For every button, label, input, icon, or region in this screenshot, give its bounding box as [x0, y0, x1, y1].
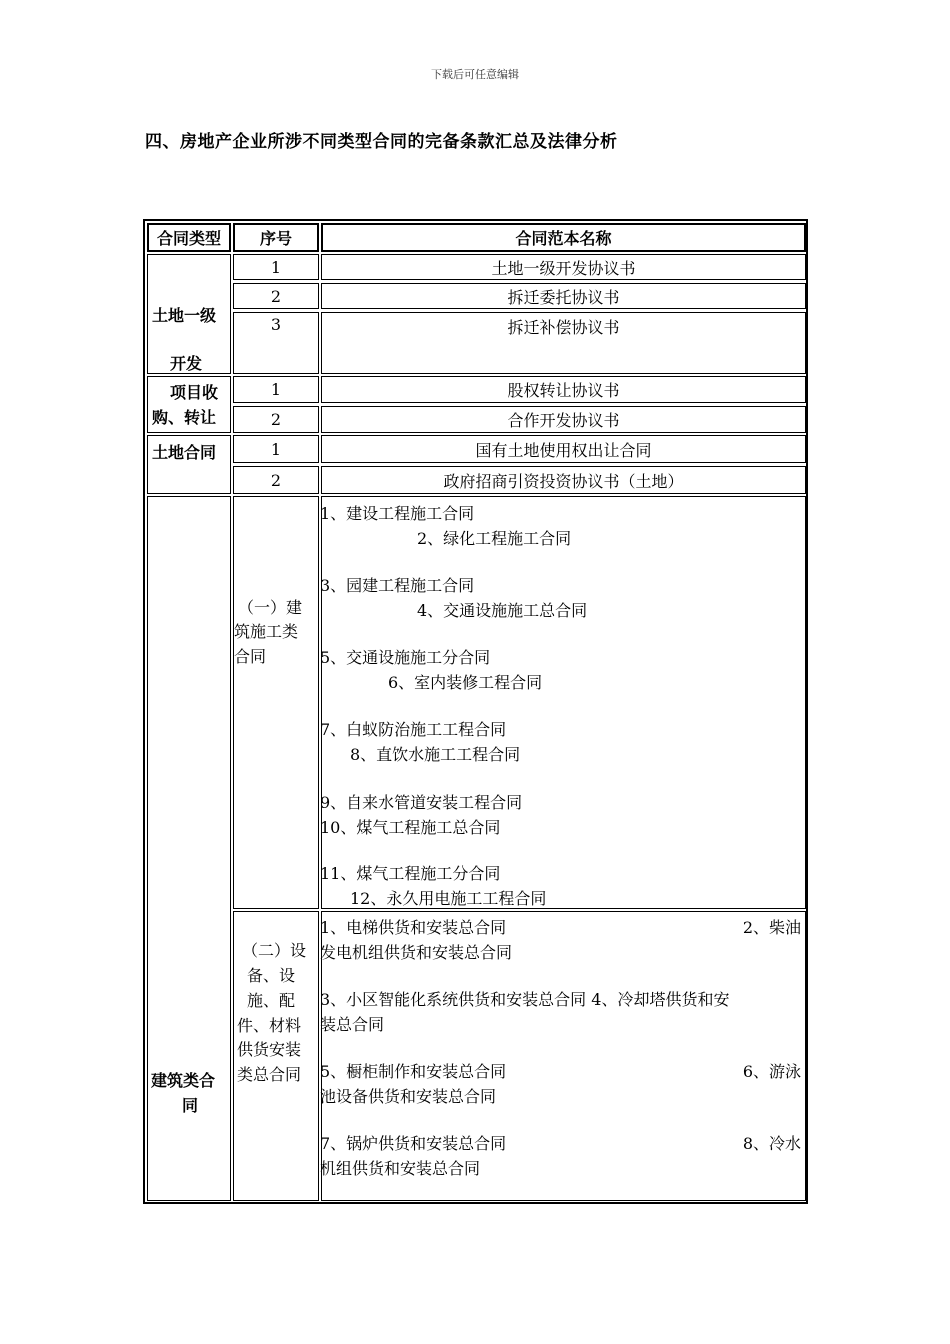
- subgroup-label-equipment-supply: [233, 911, 319, 1201]
- subgroup-label-line: 筑施工类: [234, 622, 299, 641]
- contract-item: 6、室内装修工程合同: [388, 673, 543, 692]
- contract-item: 4、交通设施施工总合同: [417, 601, 588, 620]
- contract-item: 3、小区智能化系统供货和安装总合同 4、冷却塔供货和安: [320, 990, 730, 1009]
- row-template-name: 土地一级开发协议书: [321, 254, 806, 280]
- contract-item: 7、锅炉供货和安装总合同: [320, 1134, 507, 1153]
- contract-item: 12、永久用电施工工程合同: [350, 889, 547, 908]
- row-number: 2: [233, 466, 319, 494]
- subgroup-items-construction-works: [321, 496, 806, 909]
- subgroup-label-line: （一）建: [238, 598, 303, 617]
- type-label-line: 土地合同: [152, 443, 217, 462]
- subgroup-label-line: 供货安装: [237, 1040, 302, 1059]
- row-number: 2: [233, 406, 319, 433]
- type-cell-land-development: [147, 254, 231, 374]
- row-template-name: 拆迁委托协议书: [321, 283, 806, 309]
- contract-item: 8、冷水: [742, 1134, 801, 1153]
- header-number: 序号: [233, 223, 319, 252]
- contract-item: 7、白蚁防治施工工程合同: [320, 720, 507, 739]
- type-label-line: 建筑类合: [151, 1071, 216, 1090]
- contract-item: 2、绿化工程施工合同: [417, 529, 572, 548]
- type-label-line: 购、转让: [152, 408, 217, 427]
- type-cell-construction: [147, 496, 231, 1201]
- type-label-line: 同: [182, 1096, 199, 1115]
- row-number: 3: [233, 312, 319, 374]
- contract-item: 11、煤气工程施工分合同: [320, 864, 501, 883]
- type-label-line: 项目收: [170, 383, 219, 402]
- row-template-name: 国有土地使用权出让合同: [321, 435, 806, 463]
- subgroup-label-construction-works: [233, 496, 319, 909]
- row-template-name: 股权转让协议书: [321, 376, 806, 403]
- download-note: 下载后可任意编辑: [431, 68, 519, 81]
- type-label-line: 开发: [170, 354, 203, 373]
- contract-item: 5、交通设施施工分合同: [320, 648, 491, 667]
- subgroup-label-line: 施、配: [247, 991, 296, 1010]
- subgroup-label-line: （二）设: [242, 941, 307, 960]
- contract-item: 5、橱柜制作和安装总合同: [320, 1062, 507, 1081]
- subgroup-label-line: 合同: [234, 647, 267, 666]
- contract-item: 1、建设工程施工合同: [320, 504, 475, 523]
- type-cell-land-contract: [147, 435, 231, 494]
- contract-item: 2、柴油: [742, 918, 801, 937]
- contract-item: 1、电梯供货和安装总合同: [320, 918, 507, 937]
- contract-item: 6、游泳: [742, 1062, 801, 1081]
- header-contract-type: 合同类型: [147, 223, 231, 252]
- row-template-name: 拆迁补偿协议书: [321, 312, 806, 374]
- subgroup-items-equipment-supply: [321, 911, 806, 1201]
- contract-item: 10、煤气工程施工总合同: [320, 818, 501, 837]
- subgroup-label-line: 类总合同: [237, 1065, 302, 1084]
- type-cell-project-acquisition: [147, 376, 231, 433]
- row-number: 1: [233, 435, 319, 463]
- row-number: 1: [233, 376, 319, 403]
- subgroup-label-line: 件、材料: [237, 1016, 302, 1035]
- type-label-line: 土地一级: [152, 306, 217, 325]
- contract-item: 机组供货和安装总合同: [320, 1159, 481, 1178]
- contract-item: 9、自来水管道安装工程合同: [320, 793, 523, 812]
- section-title: 四、房地产企业所涉不同类型合同的完备条款汇总及法律分析: [145, 132, 618, 152]
- contract-item: 3、园建工程施工合同: [320, 576, 475, 595]
- row-template-name: 合作开发协议书: [321, 406, 806, 433]
- contract-item: 装总合同: [320, 1015, 385, 1034]
- row-number: 2: [233, 283, 319, 309]
- contract-table: [143, 219, 808, 1204]
- row-template-name: 政府招商引资投资协议书（土地）: [321, 466, 806, 494]
- row-number: 1: [233, 254, 319, 280]
- contract-item: 发电机组供货和安装总合同: [320, 943, 513, 962]
- header-template-name: 合同范本名称: [321, 223, 806, 252]
- subgroup-label-line: 备、设: [247, 966, 296, 985]
- contract-item: 池设备供货和安装总合同: [320, 1087, 497, 1106]
- contract-item: 8、直饮水施工工程合同: [350, 745, 521, 764]
